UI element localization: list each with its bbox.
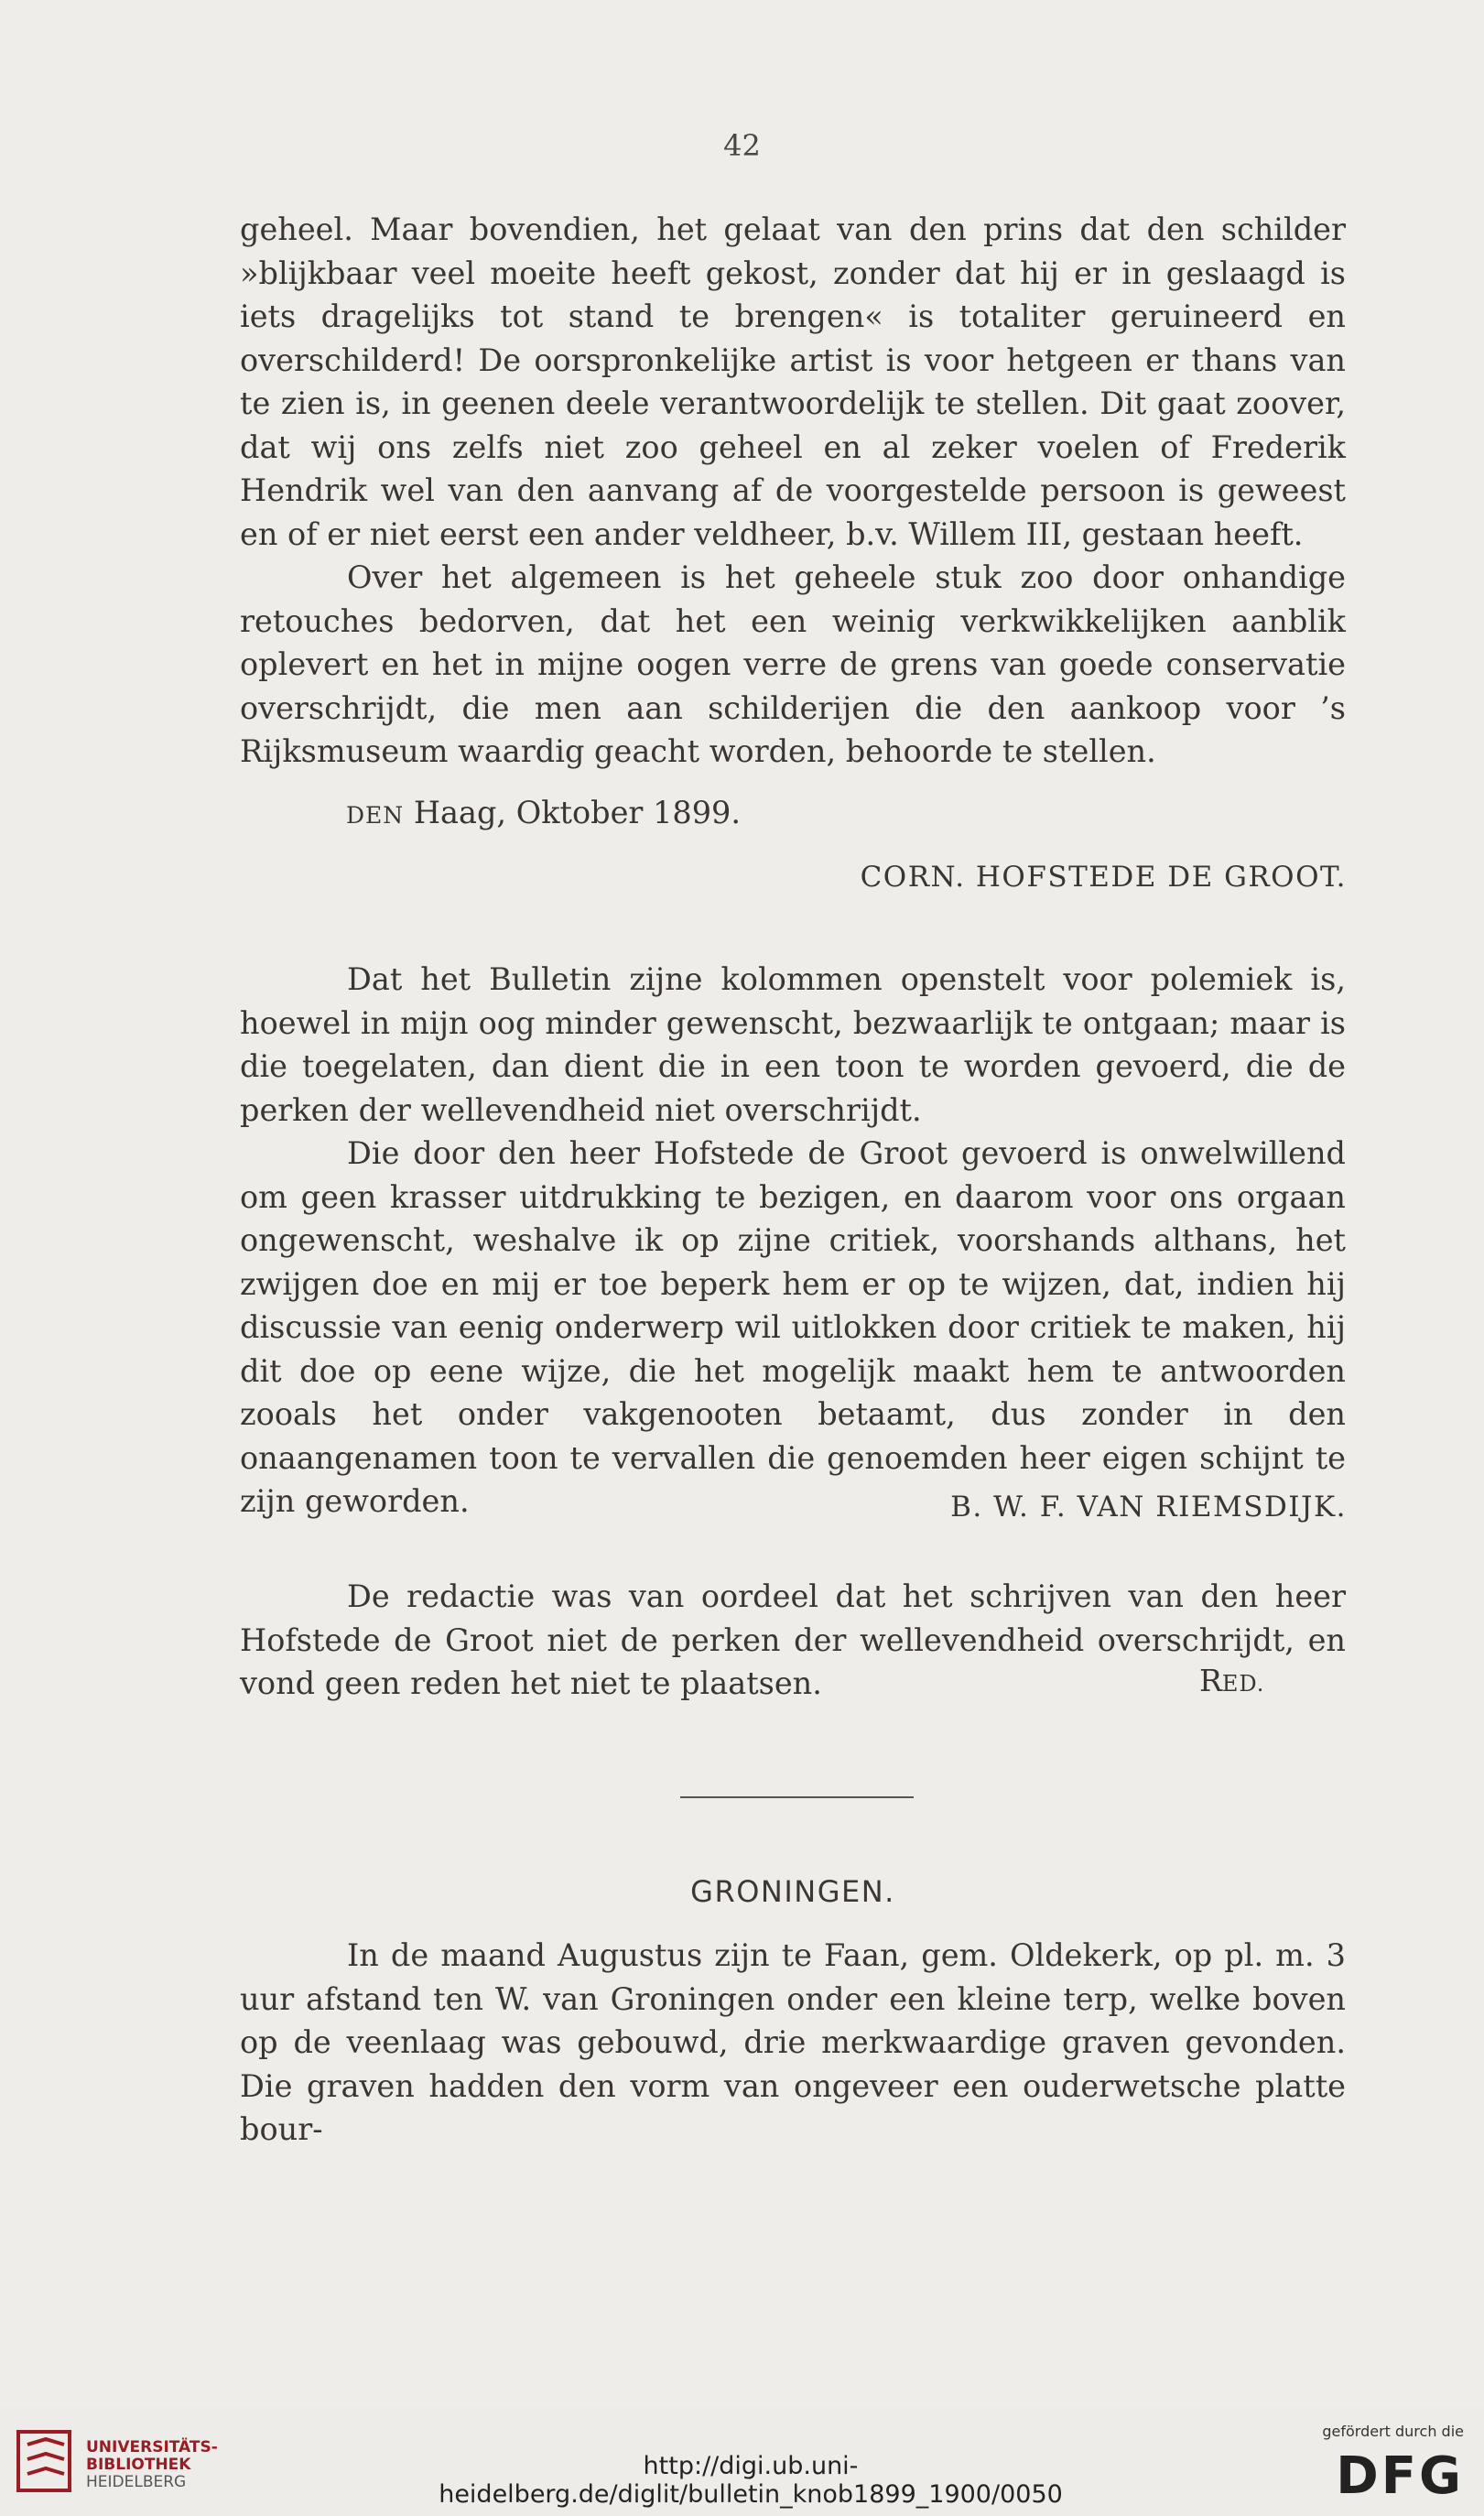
reply-paragraph-2: Die door den heer Hofstede de Groot gevoerd is onwelwillend om geen krasser uitdrukking te bezigen, en daarom voor ons orgaan ongewenscht, weshalve ik op zijne critiek, voorshands althans, het zwijgen doe en mij er toe beperk hem er op te wijzen, dat, indien hij discussie van eenig onderwerp wil uitlokken door critiek te maken, hij dit doe op eene wijze, die het mogelijk maakt hem te antwoorden zooals het onder vakgenooten betaamt, dus zonder in den onaangenamen toon te vervallen die genoemden heer eigen schijnt te zijn geworden. xyxy=(240,1135,1346,1519)
university-line-3: HEIDELBERG xyxy=(86,2473,187,2491)
dfg-logo: DFG xyxy=(1336,2446,1464,2506)
paragraph-1: geheel. Maar bovendien, het gelaat van den prins dat den schilder »blijkbaar veel moeite heeft gekost, zonder dat hij er in geslaagd is iets dragelijks tot stand te brengen« is totaliter geruineerd en overschilderd! De oorspronkelijke artist is voor hetgeen er thans van te zien is, in geenen deele verantwoordelijk te stellen. Dit gaat zoover, dat wij ons zelfs niet zoo geheel en al zeker voelen of Frederik Hendrik wel van den aanvang af de voorgestelde persoon is geweest en of er niet eerst een ander veldheer, b.v. Willem III, gestaan heeft. xyxy=(240,211,1346,552)
signature-riemsdijk: B. W. F. VAN RIEMSDIJK. xyxy=(950,1491,1347,1524)
reply-text xyxy=(240,958,1346,1524)
editorial-body: De redactie was van oordeel dat het schrijven van den heer Hofstede de Groot niet de perken der wellevendheid overschrijdt, en vond geen reden het niet te plaatsen. xyxy=(240,1578,1346,1701)
editorial-sign-rest: ED. xyxy=(1221,1671,1265,1697)
editorial-signature xyxy=(1199,1663,1264,1698)
editorial-text xyxy=(240,1575,1346,1706)
university-line-2: BIBLIOTHEK xyxy=(86,2456,191,2474)
dateline xyxy=(346,795,741,830)
university-name xyxy=(86,2439,218,2491)
editorial-sign-first: R xyxy=(1199,1663,1222,1698)
section-text xyxy=(240,1934,1346,2152)
dateline-date: Oktober 1899. xyxy=(515,795,741,830)
footer-bar xyxy=(0,2406,1484,2516)
section-divider xyxy=(680,1796,914,1798)
paragraph-2: Over het algemeen is het geheele stuk zoo door onhandige retouches bedorven, dat het een weinig verkwikkelijken aanblik oplevert en het in mijne oogen verre de grens van goede conservatie overschrijdt, die men aan schilderijen die den aankoop voor ’s Rijksmuseum waardig geacht worden, behoorde te stellen. xyxy=(240,559,1346,769)
university-logo-icon xyxy=(15,2426,77,2500)
funding-note: gefördert durch die xyxy=(1322,2423,1464,2440)
article-text xyxy=(240,208,1346,774)
signature-hofstede: CORN. HOFSTEDE DE GROOT. xyxy=(860,861,1347,894)
source-url-link[interactable]: http://digi.ub.uni-heidelberg.de/diglit/bulletin_knob1899_1900/0050 xyxy=(439,2452,1063,2509)
section-paragraph: In de maand Augustus zijn te Faan, gem. Oldekerk, op pl. m. 3 uur afstand ten W. van Groningen onder een kleine terp, welke boven op de veenlaag was gebouwd, drie merkwaardige graven gevonden. Die graven hadden den vorm van ongeveer een ouderwetsche platte bour- xyxy=(240,1937,1346,2147)
university-line-1: UNIVERSITÄTS- xyxy=(86,2438,218,2456)
reply-paragraph-1: Dat het Bulletin zijne kolommen openstelt voor polemiek is, hoewel in mijn oog minder gewenscht, bezwaarlijk te ontgaan; maar is die toegelaten, dan dient die in een toon te worden gevoerd, die de perken der wellevendheid niet overschrijdt. xyxy=(240,961,1346,1128)
section-heading: GRONINGEN. xyxy=(690,1874,895,1909)
page-number: 42 xyxy=(723,128,761,163)
editorial-note xyxy=(240,1575,1346,1706)
dateline-place: Haag, xyxy=(413,795,507,830)
dateline-prefix: DEN xyxy=(346,802,405,829)
